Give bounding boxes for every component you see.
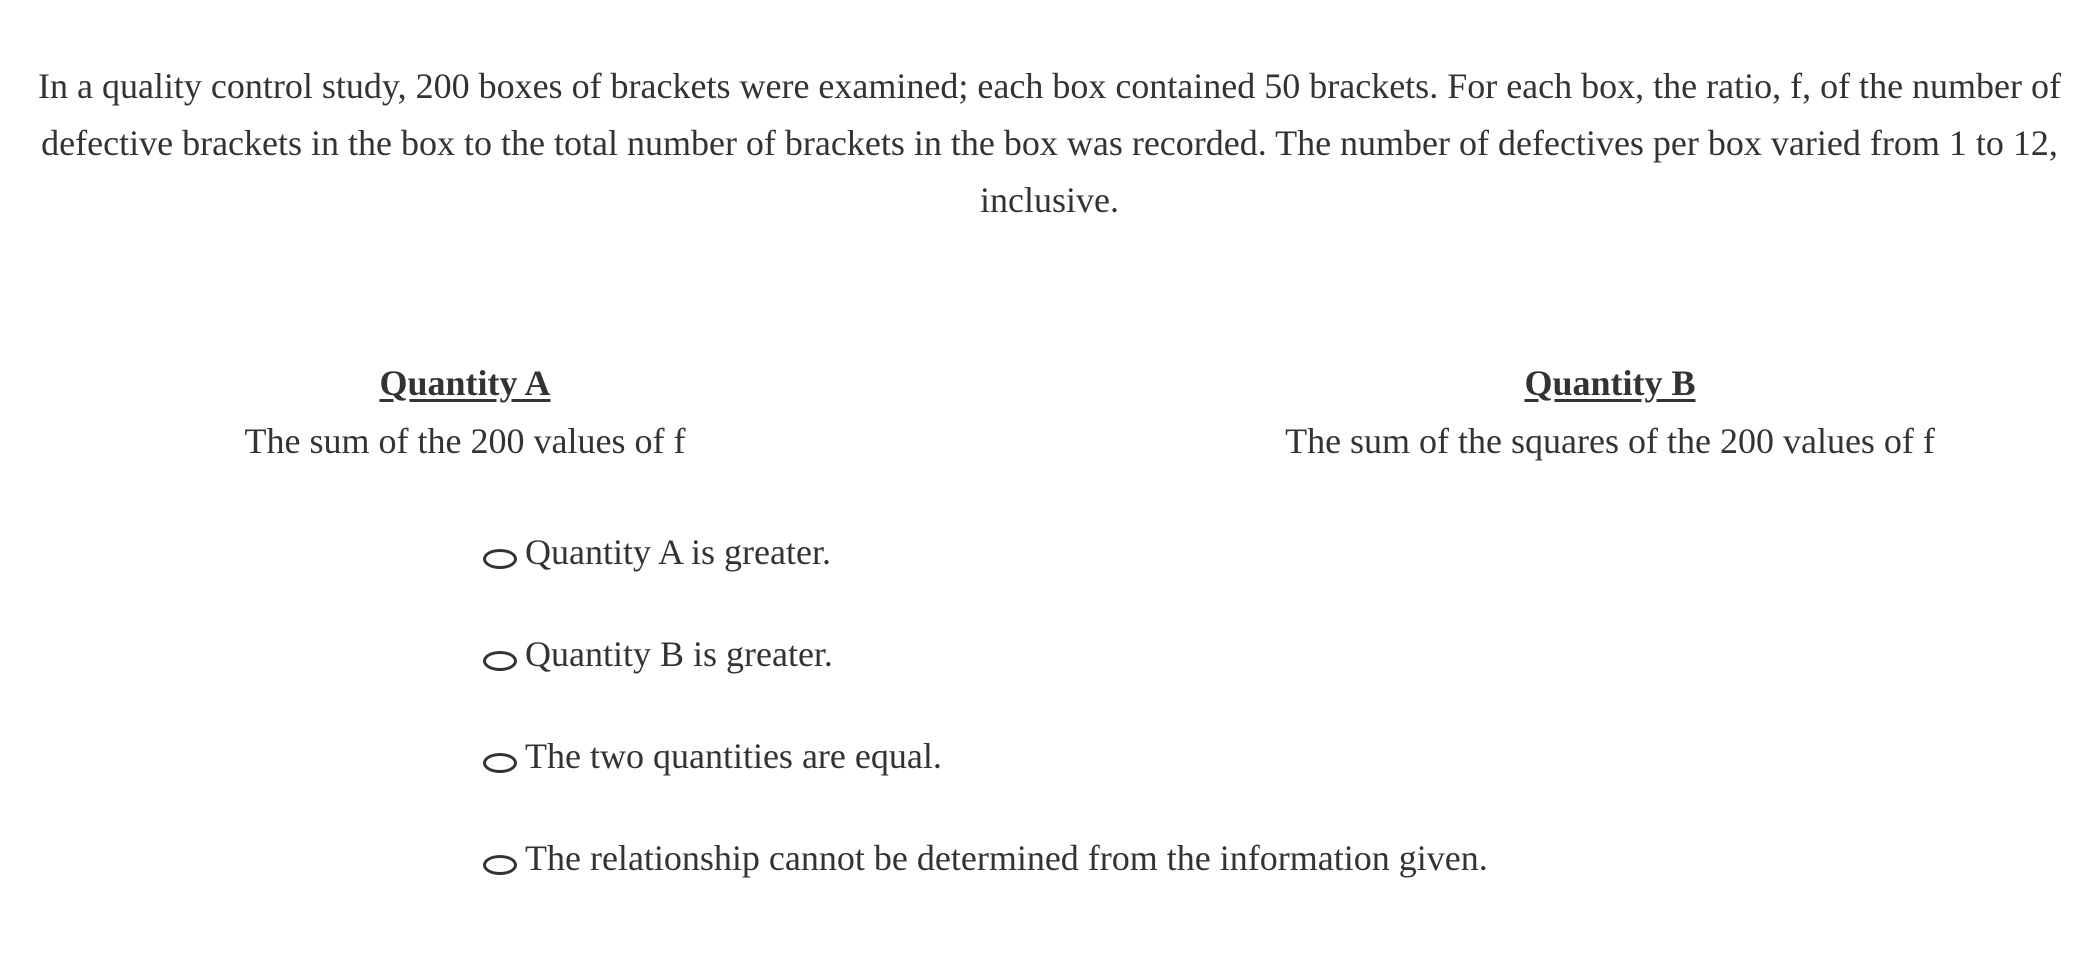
quantity-b-heading: Quantity B: [1524, 363, 1696, 403]
choice-quantity-a-greater[interactable]: [483, 530, 1488, 574]
quantity-a-column: [190, 358, 740, 466]
choice-label: The two quantities are equal.: [525, 736, 942, 776]
quantity-b-column: [1250, 358, 1970, 466]
radio-button-icon[interactable]: [483, 549, 517, 569]
choice-quantities-equal[interactable]: [483, 734, 1488, 778]
question-stem: In a quality control study, 200 boxes of brackets were examined; each box contained 50 brackets. For each box, the ratio, f, of the number of defective brackets in the box to the total number of brackets in the box was recorded. The number of defectives per box varied from 1 to 12, inclusive.: [37, 66, 2061, 220]
choice-label: Quantity B is greater.: [525, 634, 833, 674]
choice-label: Quantity A is greater.: [525, 532, 831, 572]
choice-label: The relationship cannot be determined from the information given.: [525, 838, 1488, 878]
quantity-a-text: The sum of the 200 values of f: [244, 421, 686, 461]
answer-choices: [483, 530, 1488, 880]
quantity-a-heading: Quantity A: [379, 363, 551, 403]
radio-button-icon[interactable]: [483, 855, 517, 875]
choice-quantity-b-greater[interactable]: [483, 632, 1488, 676]
radio-button-icon[interactable]: [483, 651, 517, 671]
radio-button-icon[interactable]: [483, 753, 517, 773]
choice-cannot-be-determined[interactable]: [483, 836, 1488, 880]
quantity-b-text: The sum of the squares of the 200 values of f: [1285, 421, 1935, 461]
